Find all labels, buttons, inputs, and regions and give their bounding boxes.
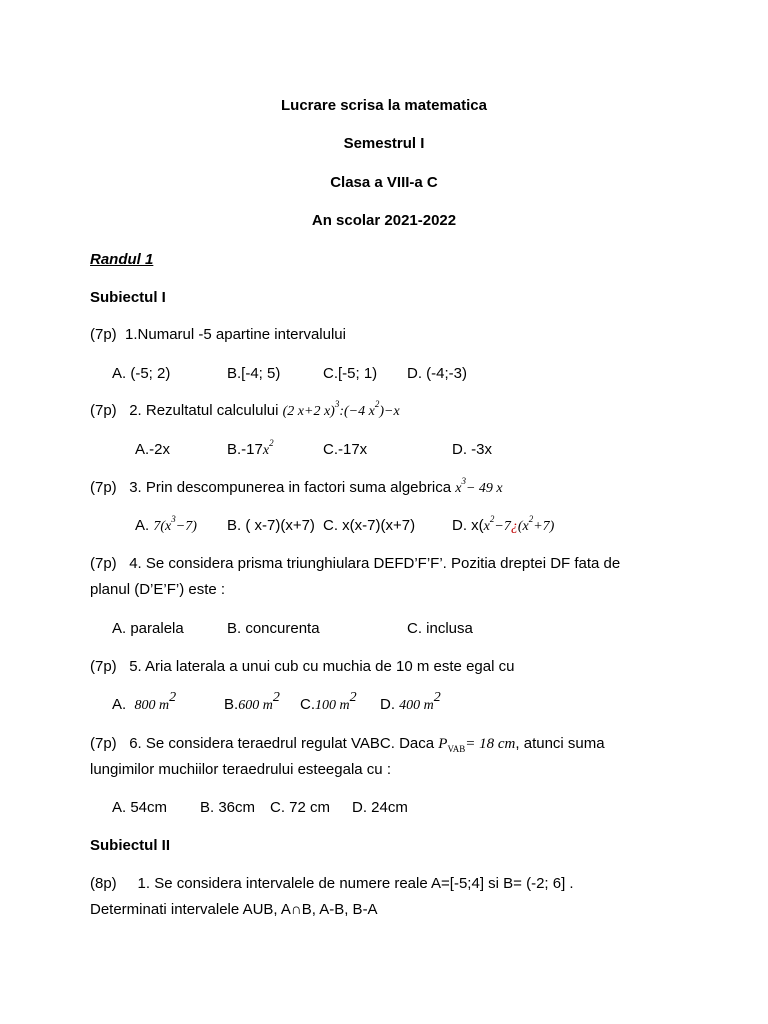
question-1-option-d: D. (-4;-3) — [407, 365, 467, 382]
question-5-option-a: A. 800 $m^2$ — [112, 690, 177, 713]
document-title: Lucrare scrisa la matematica — [281, 97, 487, 114]
question-5-option-d: D. 400 $m^2$ — [380, 690, 441, 713]
question-4 — [90, 554, 620, 574]
question-3-option-d: D. $x(x^2-7¿(x^2+7)$ — [452, 514, 555, 534]
question-6-text-continued: lungimilor muchiilor teraedrului esteegala cu : — [90, 761, 391, 778]
question-1 — [90, 325, 346, 345]
question-4-option-c: C. inclusa — [407, 620, 473, 637]
question-3-text: 3. Prin descompunerea in factori suma algebrica — [129, 479, 452, 496]
question-5-text: 5. Aria laterala a unui cub cu muchia de 10 m este egal cu — [129, 658, 515, 675]
question-2-option-c: C.-17x — [323, 441, 368, 458]
question-3-option-b: B. ( x-7)(x+7) — [227, 517, 315, 534]
section-2-question-1-points: (8p) — [90, 875, 117, 892]
section-1-title: Subiectul I — [90, 289, 166, 306]
question-1-text: 1.Numarul -5 apartine intervalului — [125, 326, 346, 343]
question-6-points: (7p) — [90, 735, 117, 752]
question-6 — [90, 734, 605, 754]
question-3 — [90, 478, 503, 499]
question-6-option-c: C. 72 cm — [270, 799, 331, 816]
question-2-option-a: A.-2x — [135, 441, 171, 458]
section-2-question-1 — [90, 874, 574, 894]
question-6-option-a: A. 54cm — [112, 799, 168, 816]
question-1-option-b: B.[-4; 5) — [227, 365, 281, 382]
question-2-text: 2. Rezultatul calculului — [129, 402, 279, 419]
question-4-option-b: B. concurenta — [227, 620, 320, 637]
question-6-text: 6. Se considera teraedrul regulat VABC. Daca — [129, 735, 435, 752]
variant-heading: Randul 1 — [90, 251, 154, 268]
question-2 — [90, 401, 400, 422]
question-4-points: (7p) — [90, 555, 117, 572]
question-2-option-d: D. -3x — [452, 441, 493, 458]
question-6-perimeter-math: $P_{VAB}= 18$ cm — [438, 736, 516, 754]
question-3-option-c: C. x(x-7)(x+7) — [323, 517, 416, 534]
question-6-option-b: B. 36cm — [200, 799, 256, 816]
semester-label: Semestrul I — [343, 135, 425, 152]
question-5-points: (7p) — [90, 658, 117, 675]
question-2-option-b: $B.-17x^2$ — [227, 438, 274, 458]
question-2-points: (7p) — [90, 402, 117, 419]
school-year-label: An scolar 2021-2022 — [311, 212, 457, 229]
question-6-text-end: , atunci suma — [515, 735, 605, 752]
section-2-question-1-text-continued: Determinati intervalele AUB, A∩B, A-B, B-A — [90, 901, 378, 918]
question-1-points: (7p) — [90, 326, 117, 343]
question-1-option-c: C.[-5; 1) — [323, 365, 378, 382]
question-1-option-a: A. (-5; 2) — [112, 365, 171, 382]
question-4-option-a: A. paralela — [112, 620, 184, 637]
class-label: Clasa a VIII-a C — [330, 174, 438, 191]
section-2-title: Subiectul II — [90, 837, 171, 854]
question-5-option-b: B.600 $m^2$ — [224, 690, 280, 713]
question-4-text: 4. Se considera prisma triunghiulara DEFD’F’F’. Pozitia dreptei DF fata de — [129, 555, 621, 572]
question-4-text-continued: planul (D’E’F’) este : — [90, 581, 226, 598]
question-5 — [90, 657, 514, 677]
section-2-question-1-text: 1. Se considera intervalele de numere reale A=[-5;4] si B= (-2; 6] . — [137, 875, 574, 892]
question-2-expression: (2 x+2 x)$^3$:(−4 $x^2)-x$ — [282, 399, 400, 419]
question-3-option-a: A. $7(x^3-7)$ — [135, 514, 197, 534]
question-3-points: (7p) — [90, 479, 117, 496]
question-3-expression: $x^3- 49$ x — [455, 476, 503, 496]
question-5-option-c: C.100 $m^2$ — [300, 690, 357, 713]
question-6-option-d: D. 24cm — [352, 799, 408, 816]
